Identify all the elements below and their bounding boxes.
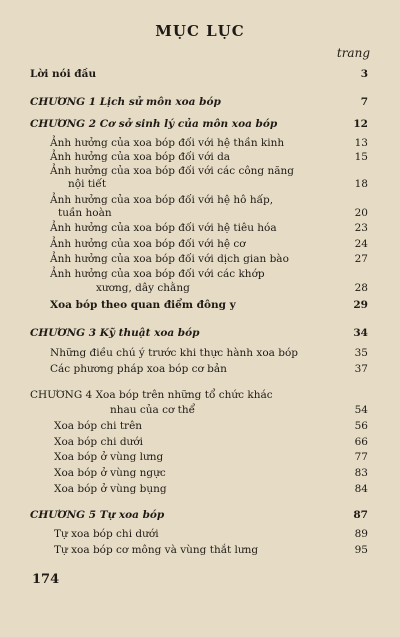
page-title: MỤC LỤC <box>155 22 245 40</box>
page-column-header: trang <box>336 46 370 60</box>
book-page: MỤC LỤC trang Lời nói đầu 3 CHƯƠNG 1 Lịch sử môn xoa bóp 7 CHƯƠNG 2 Cơ sở sinh lý của môn xoa bóp 12 Ảnh hưởng của xoa bóp đối với hệ thần kinh 13 Ảnh hưởng của xoa bóp đối với da 15 Ảnh hưởng của xoa bóp đối với các công năng nội tiết 18 Ảnh hưởng của xoa bóp đối với hệ hô hấp, tuần hoàn 20 Ảnh hưởng của xoa bóp đối với hệ tiêu hóa 23 Ảnh hưởng của xoa bóp đối với hệ cơ 24 Ảnh hưởng của xoa bóp đối với dịch gian bào 27 Ảnh hưởng của xoa bóp đối với các khớp xương, dây chằng 28 Xoa bóp theo quan điểm đông y 29 CHƯƠNG 3 Kỹ thuật xoa bóp 34 Những điều chú ý trước khi thực hành xoa bóp 35 Các phương pháp xoa bóp cơ bản 37 CHƯƠNG 4 Xoa bóp trên những tổ chức khác nhau của cơ thể 54 Xoa bóp chi trên 56 Xoa bóp chi dưới 66 Xoa bóp ở vùng lưng 77 Xoa bóp ở vùng ngực 83 Xoa bóp ở vùng bụng 84 CHƯƠNG 5 Tự xoa bóp 87 Tự xoa bóp chi dưới 89 Tự xoa bóp cơ mông và vùng thắt lưng 95 174 <box>0 0 400 637</box>
page-number: 174 <box>32 572 60 587</box>
